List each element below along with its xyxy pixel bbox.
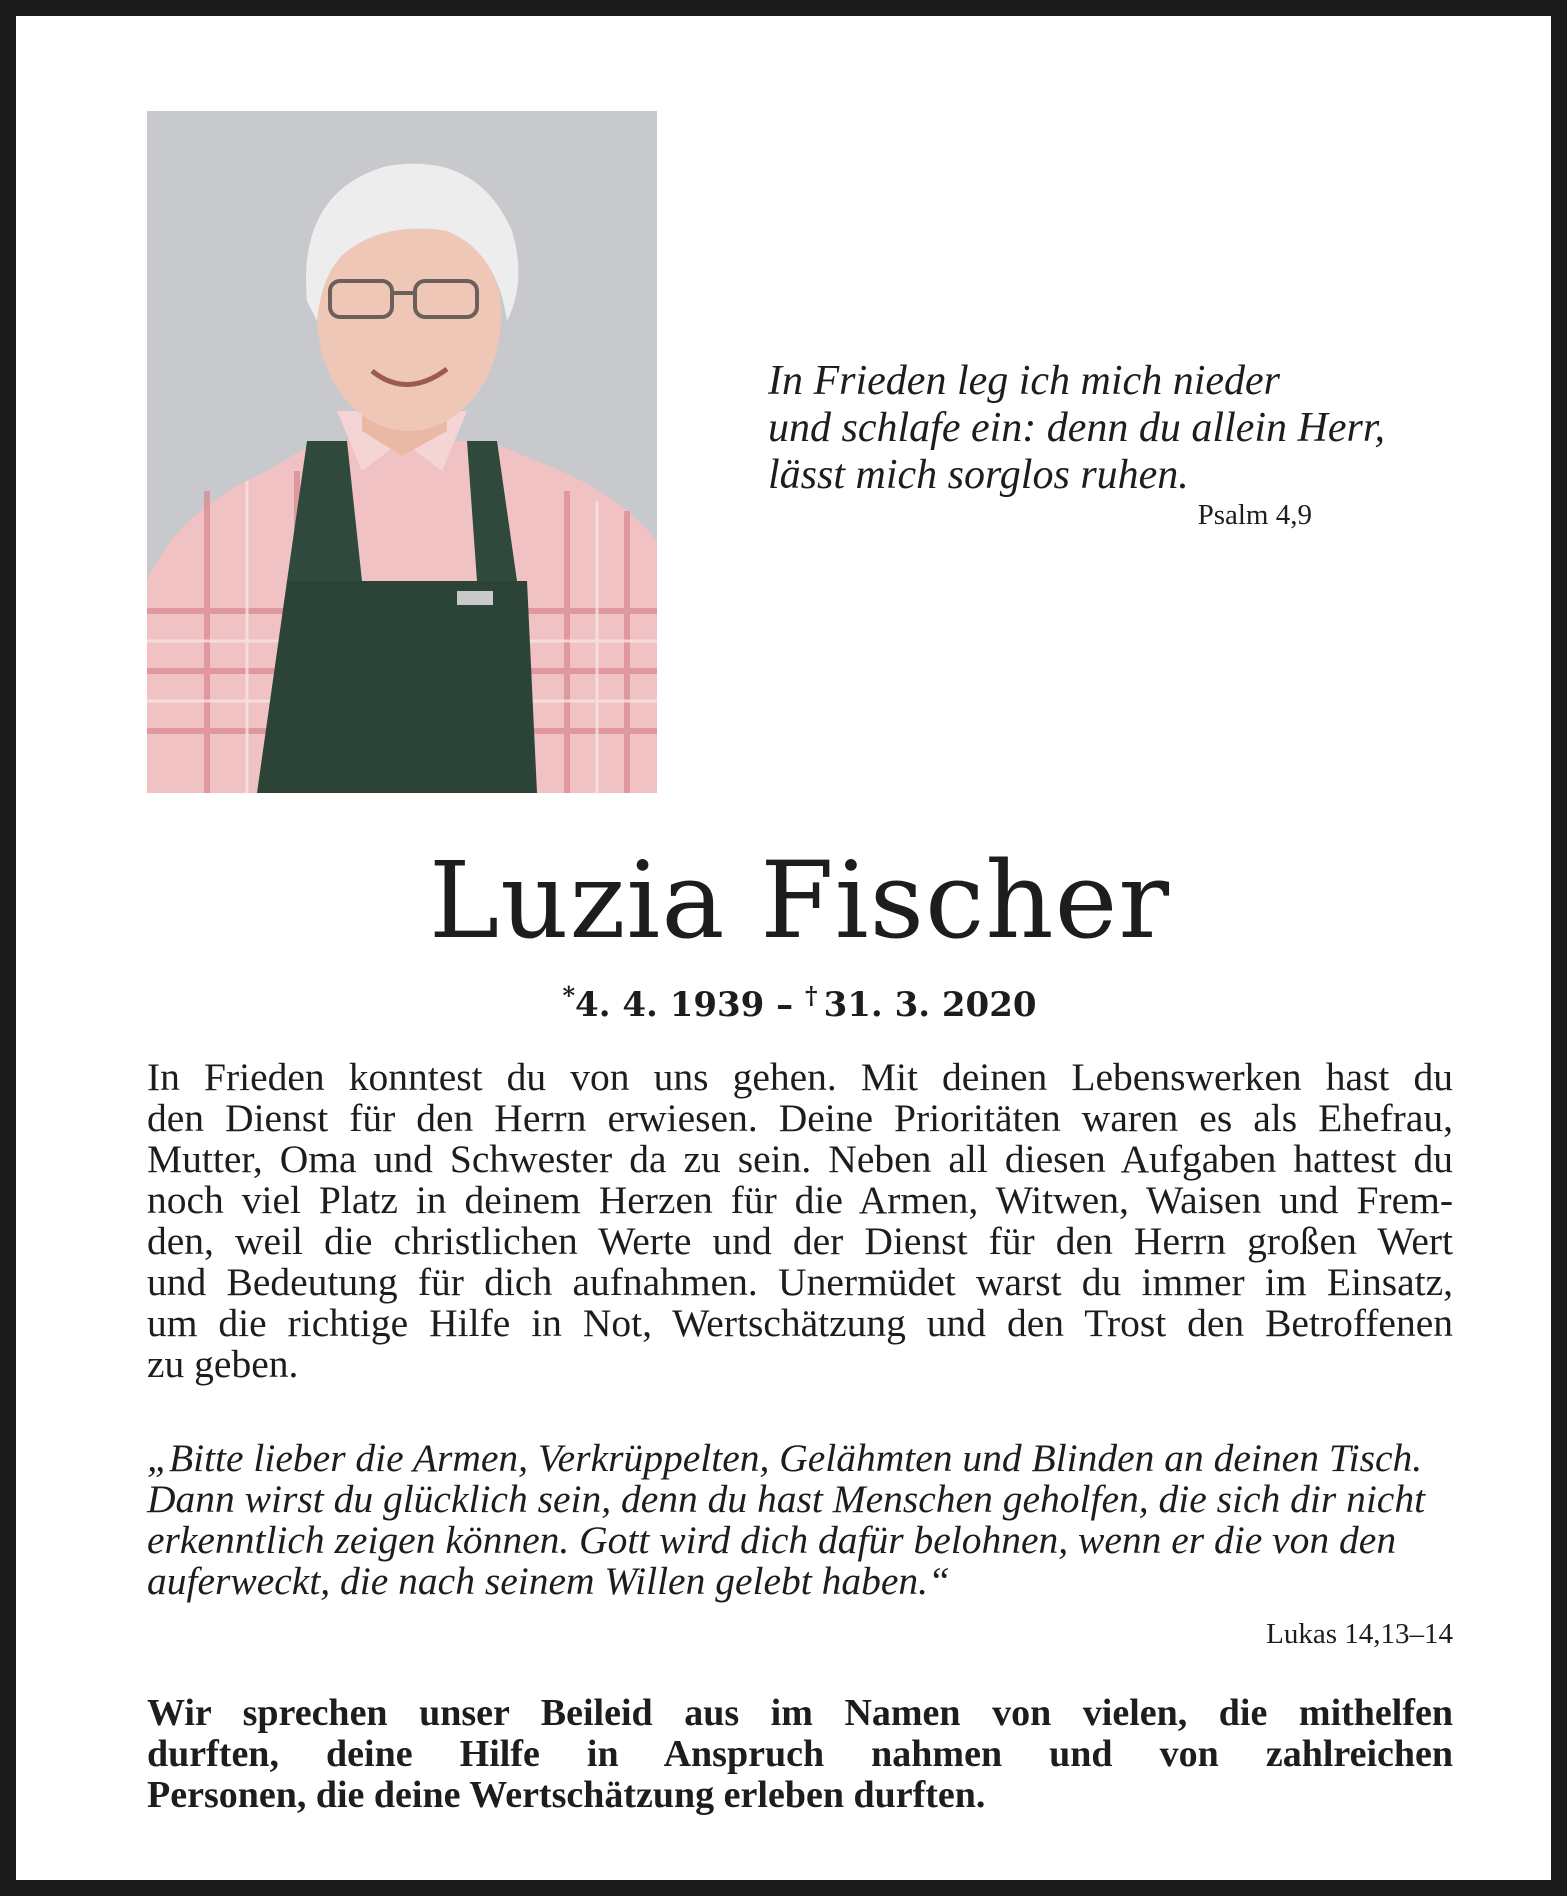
eulogy-line: um die richtige Hilfe in Not, Wertschätzung und den Trost den Betroffenen bbox=[147, 1301, 1453, 1345]
lukas-quote bbox=[147, 1438, 1453, 1602]
eulogy-line: In Frieden konntest du von uns gehen. Mit deinen Lebenswerken hast du bbox=[147, 1055, 1453, 1099]
lukas-line: „Bitte lieber die Armen, Verkrüppelten, Gelähmten und Blinden an deinen Tisch. bbox=[147, 1436, 1423, 1480]
lukas-line: Dann wirst du glücklich sein, denn du hast Menschen geholfen, die sich dir nicht bbox=[147, 1477, 1426, 1521]
portrait-photo bbox=[147, 111, 657, 793]
eulogy-line: zu geben. bbox=[147, 1342, 299, 1386]
death-date: 31. 3. 2020 bbox=[823, 985, 1037, 1025]
birth-symbol: * bbox=[562, 981, 576, 1010]
condolence-line: durften, deine Hilfe in Anspruch nahmen und von zahlreichen bbox=[147, 1733, 1453, 1775]
eulogy-paragraph bbox=[147, 1057, 1453, 1385]
deceased-name: Luzia Fischer bbox=[428, 839, 1171, 962]
death-symbol: † bbox=[805, 981, 818, 1010]
lukas-reference: Lukas 14,13–14 bbox=[1266, 1618, 1453, 1650]
lukas-line: auferweckt, die nach seinem Willen gelebt haben.“ bbox=[147, 1559, 950, 1603]
life-dates bbox=[16, 971, 1567, 1030]
eulogy-line: den, weil die christlichen Werte und der Dienst für den Herrn großen Wert bbox=[147, 1219, 1453, 1263]
psalm-quote bbox=[768, 358, 1408, 499]
portrait-illustration bbox=[147, 111, 657, 793]
condolence-line: Personen, die deine Wertschätzung erleben durften. bbox=[147, 1774, 986, 1816]
condolence-statement bbox=[147, 1693, 1453, 1816]
eulogy-line: noch viel Platz in deinem Herzen für die Armen, Witwen, Waisen und Frem- bbox=[147, 1178, 1453, 1222]
psalm-line: lässt mich sorglos ruhen. bbox=[768, 452, 1189, 498]
eulogy-line: den Dienst für den Herrn erwiesen. Deine Prioritäten waren es als Ehefrau, bbox=[147, 1096, 1453, 1140]
condolence-line: Wir sprechen unser Beileid aus im Namen von vielen, die mithelfen bbox=[147, 1692, 1453, 1734]
date-separator: – bbox=[764, 985, 806, 1025]
birth-date: 4. 4. 1939 bbox=[575, 985, 765, 1025]
psalm-reference: Psalm 4,9 bbox=[1197, 499, 1312, 531]
eulogy-line: und Bedeutung für dich aufnahmen. Unermüdet warst du immer im Einsatz, bbox=[147, 1260, 1453, 1304]
psalm-line: und schlafe ein: denn du allein Herr, bbox=[768, 405, 1386, 451]
eulogy-line: Mutter, Oma und Schwester da zu sein. Neben all diesen Aufgaben hattest du bbox=[147, 1137, 1453, 1181]
lukas-line: erkenntlich zeigen können. Gott wird dich dafür belohnen, wenn er die von den bbox=[147, 1518, 1397, 1562]
psalm-line: In Frieden leg ich mich nieder bbox=[768, 358, 1280, 404]
